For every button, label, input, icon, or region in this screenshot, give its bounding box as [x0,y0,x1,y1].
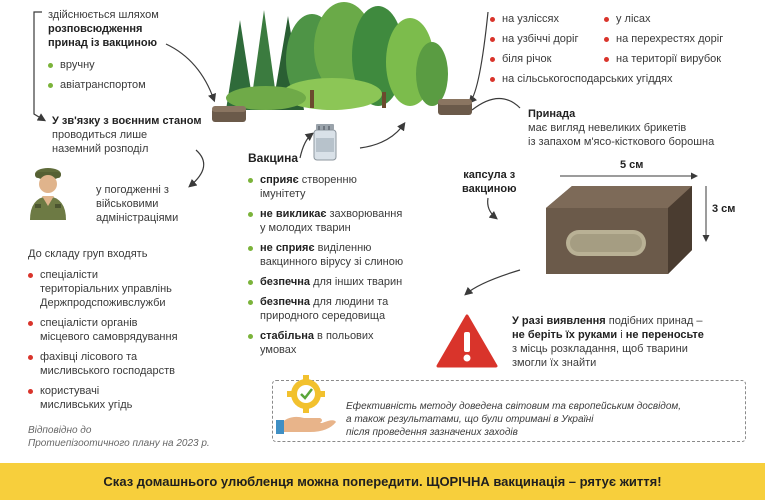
location-item: на території вирубок [604,52,723,66]
bullet-icon [604,37,609,42]
agreement-text: у погодженні з військовими адміністраціями [96,184,179,224]
bait-description: Принада має вигляд невеликих брикетів із запахом м'ясо-кісткового борошна [528,108,715,148]
gear-hand-icon [276,374,338,436]
group-item: спеціалісти територіальних управлінь Держпродспоживслужби [28,268,248,310]
vaccine-vial-icon [312,124,338,162]
bullet-icon [248,300,253,305]
bait-brick-icon [210,104,248,124]
bullet-icon [490,17,495,22]
bait-brick-icon [436,97,474,117]
bullet-icon [490,37,495,42]
bait-brick-large-icon [532,180,702,280]
vaccine-title: Вакцина [248,151,299,165]
groups-title: До складу груп входять [28,248,148,260]
method-item: авіатранспортом [48,78,146,92]
warning-icon [436,314,498,368]
group-item: фахівці лісового та мисливського господарств [28,350,248,378]
bullet-icon [604,57,609,62]
bullet-icon [490,77,495,82]
bullet-icon [490,57,495,62]
width-label: 5 см [620,159,644,171]
vaccine-item: стабільна в польових умовах [248,329,448,357]
bullet-icon [248,280,253,285]
bullet-icon [604,17,609,22]
location-item: на узліссях [490,12,673,26]
bullet-icon [248,334,253,339]
distribution-text: здійснюється шляхом розповсюдження принад із вакциною [48,9,159,49]
vaccine-item: сприяє створенню імунітету [248,173,448,201]
group-item: користувачі мисливських угідь [28,384,248,412]
efficiency-text: Ефективність методу доведена світовим та європейським досвідом, а також результатами, що були отримані в Україні після проведення зазначених заходів [346,401,682,438]
height-label: 3 см [712,203,736,215]
warning-text: У разі виявлення подібних принад – не беріть їх руками і не переносьте з місць розкладання, щоб тварини змогли їх знайти [512,315,704,369]
group-item: спеціалісти органів місцевого самоврядування [28,316,248,344]
vaccine-list [248,173,448,357]
location-item: у лісах [604,12,723,26]
martial-text: У зв'язку з воєнним станом проводиться лише наземний розподіл [52,115,202,155]
vaccine-item: не викликає захворювання у молодих тварин [248,207,448,235]
location-item: на сільськогосподарських угіддях [490,72,673,86]
vaccine-item: безпечна для інших тварин [248,275,448,289]
vaccine-item: безпечна для людини та природного середовища [248,295,448,323]
vaccine-item: не сприяє виділенню вакцинного вірусу зі слиною [248,241,448,269]
footer-text: Сказ домашнього улюбленця можна попередити. ЩОРІЧНА вакцинація – рятує життя! [103,474,662,489]
locations-col2 [604,12,723,66]
method-item: вручну [48,58,146,72]
capsule-label: капсула з вакциною [462,169,517,195]
footer-banner [0,463,765,500]
location-item: на перехрестях доріг [604,32,723,46]
bullet-icon [248,178,253,183]
plan-note: Відповідно до Протиепізоотичного плану на 2023 р. [28,425,210,449]
forest-icon [206,0,452,112]
location-item: біля річок [490,52,673,66]
bullet-icon [248,246,253,251]
bullet-icon [248,212,253,217]
location-item: на узбіччі доріг [490,32,673,46]
